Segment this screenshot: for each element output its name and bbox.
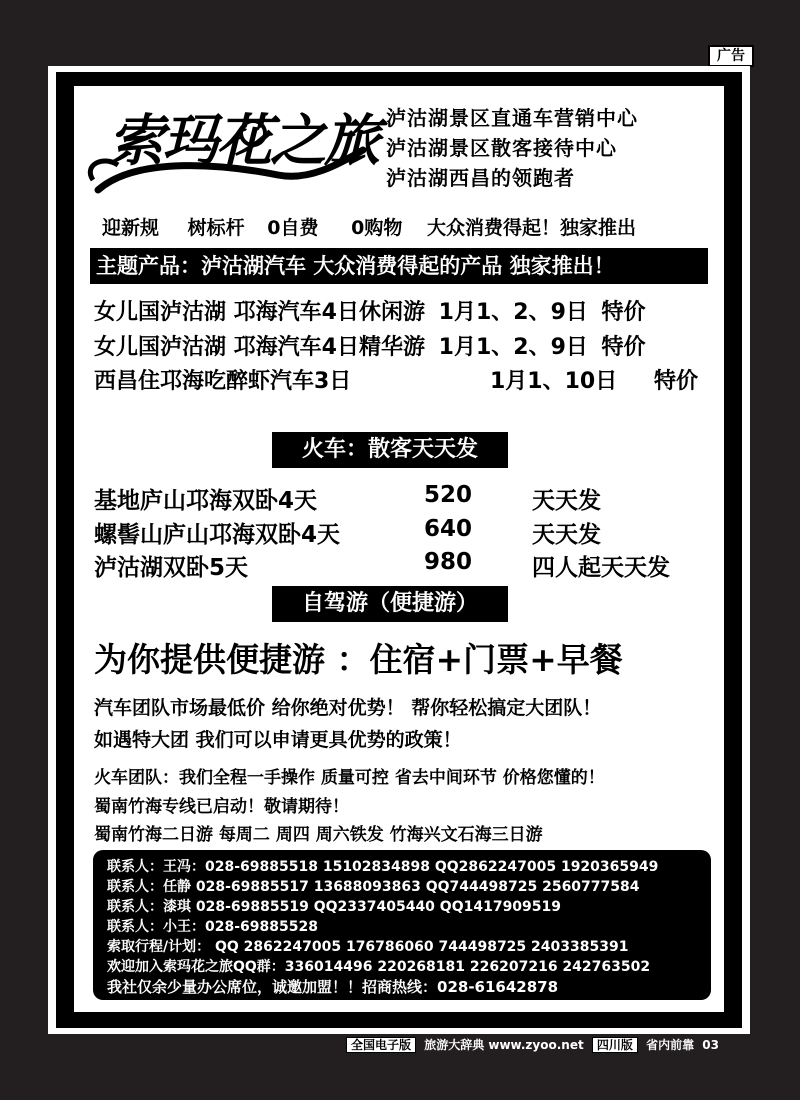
train-tour-schedule: 四人起天天发 — [532, 555, 670, 581]
train-tour-name: 基地庐山邛海双卧4天 — [94, 488, 318, 514]
tagline-item: 0自费 — [267, 217, 319, 239]
tagline-claim: 大众消费得起！独家推出 — [427, 217, 637, 239]
bus-tour-dates: 1月1、2、9日 — [438, 335, 588, 360]
tagline — [102, 213, 636, 240]
train-tour-row — [94, 549, 714, 582]
train-group-line: 火车团队：我们全程一手操作 质量可控 省去中间环节 价格您懂的！ — [94, 768, 605, 788]
bus-tour-name: 女儿国泸沽湖 邛海汽车4日精华游 — [94, 335, 425, 360]
logo-text: 索玛花之旅 — [108, 108, 378, 174]
bus-tour-tag: 特价 — [654, 369, 699, 394]
slogan-1: 泸沽湖景区直通车营销中心 — [386, 106, 638, 130]
headline: 为你提供便捷游 ：住宿+门票+早餐 — [94, 640, 623, 679]
contact-line: 联系人：任静 028-69885517 13688093863 QQ744498725 2560777584 — [107, 879, 640, 895]
contact-line: 我社仅余少量办公席位，诚邀加盟！！招商热线：028-61642878 — [107, 978, 559, 996]
theme-banner: 主题产品：泸沽湖汽车 大众消费得起的产品 独家推出！ — [90, 248, 708, 284]
logo — [78, 95, 378, 200]
bus-tour-name: 女儿国泸沽湖 邛海汽车4日休闲游 — [94, 300, 425, 325]
train-tour-price: 980 — [424, 549, 473, 575]
bus-tour-name: 西昌住邛海吃醉虾汽车3日 — [94, 369, 352, 394]
slogan-3: 泸沽湖西昌的领跑者 — [386, 166, 575, 190]
ad-tag: 广告 — [708, 45, 754, 67]
bus-tour-row — [94, 330, 646, 361]
train-banner: 火车：散客天天发 — [272, 432, 508, 468]
train-tour-price: 640 — [424, 516, 473, 542]
bus-tour-tag: 特价 — [601, 300, 646, 325]
bus-tour-dates: 1月1、10日 — [490, 369, 618, 394]
group-line: 如遇特大团 我们可以申请更具优势的政策！ — [94, 729, 462, 751]
bus-tour-row — [94, 364, 699, 395]
tagline-item: 迎新规 — [102, 217, 160, 239]
train-tour-price: 520 — [424, 482, 473, 508]
footer — [346, 1036, 719, 1056]
tagline-item: 0购物 — [351, 217, 403, 239]
train-tour-row — [94, 482, 714, 515]
footer-region: 四川版 — [592, 1037, 638, 1053]
contact-line: 联系人：漆琪 028-69885519 QQ2337405440 QQ1417909519 — [107, 899, 562, 915]
bus-tour-dates: 1月1、2、9日 — [438, 300, 588, 325]
train-tour-schedule: 天天发 — [532, 522, 601, 548]
tagline-item: 树标杆 — [187, 217, 245, 239]
group-line: 汽车团队市场最低价 给你绝对优势！ 帮你轻松搞定大团队！ — [94, 697, 602, 719]
slogan-2: 泸沽湖景区散客接待中心 — [386, 136, 617, 160]
bus-tour-tag: 特价 — [601, 335, 646, 360]
footer-edition: 全国电子版 — [346, 1037, 416, 1053]
footer-site: 旅游大辞典 www.zyoo.net — [424, 1038, 584, 1052]
contact-line: 联系人：小王：028-69885528 — [107, 919, 318, 935]
train-tour-name: 螺髻山庐山邛海双卧4天 — [94, 522, 341, 548]
contact-line: 索取行程/计划： QQ 2862247005 176786060 744498725 2403385391 — [107, 939, 629, 955]
train-group-line: 蜀南竹海专线已启动！敬请期待！ — [94, 797, 349, 817]
train-tour-schedule: 天天发 — [532, 488, 601, 514]
train-group-line: 蜀南竹海二日游 每周二 周四 周六铁发 竹海兴文石海三日游 — [94, 825, 543, 845]
train-tour-row — [94, 516, 714, 549]
bus-tour-row — [94, 295, 646, 326]
train-tour-name: 泸沽湖双卧5天 — [94, 555, 249, 581]
contact-line: 欢迎加入索玛花之旅QQ群：336014496 220268181 226207216 242763502 — [107, 959, 651, 975]
contact-line: 联系人：王冯：028-69885518 15102834898 QQ2862247005 1920365949 — [107, 859, 659, 875]
selfdrive-banner: 自驾游（便捷游） — [272, 586, 508, 622]
contact-box — [93, 850, 711, 1000]
footer-section: 省内前靠 — [646, 1038, 695, 1052]
footer-page: 03 — [702, 1038, 719, 1052]
